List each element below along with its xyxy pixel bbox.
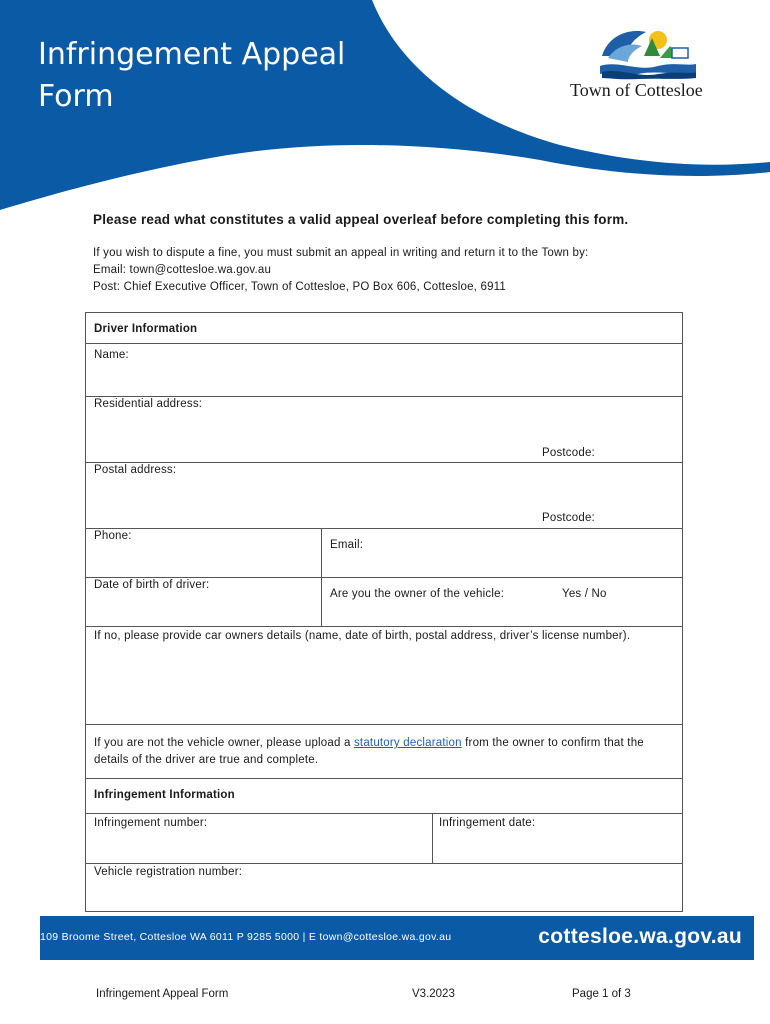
infringement-information-heading: Infringement Information bbox=[94, 789, 235, 801]
footer-website[interactable]: cottesloe.wa.gov.au bbox=[538, 925, 742, 948]
divider bbox=[432, 813, 433, 863]
residential-address-field[interactable]: Residential address: bbox=[94, 398, 203, 410]
footer-banner bbox=[40, 916, 754, 960]
infringement-date-field[interactable]: Infringement date: bbox=[439, 817, 536, 829]
divider bbox=[86, 813, 682, 814]
divider bbox=[321, 528, 322, 626]
intro-instruction: Please read what constitutes a valid appeal overleaf before completing this form. bbox=[93, 212, 629, 227]
divider bbox=[86, 863, 682, 864]
email-field[interactable]: Email: bbox=[330, 539, 364, 551]
statutory-text-after: from the owner to confirm that the details of the driver are true and complete. bbox=[94, 737, 644, 766]
divider bbox=[86, 577, 682, 578]
divider bbox=[86, 343, 682, 344]
document-title: Infringement Appeal Form bbox=[38, 37, 346, 114]
postal-postcode-field[interactable]: Postcode: bbox=[542, 512, 595, 524]
divider bbox=[86, 462, 682, 463]
vehicle-owner-yes-no[interactable]: Yes / No bbox=[562, 588, 607, 600]
intro-post-line: Post: Chief Executive Officer, Town of Cottesloe, PO Box 606, Cottesloe, 6911 bbox=[93, 281, 507, 293]
page-number: Page 1 of 3 bbox=[572, 988, 631, 1000]
phone-field[interactable]: Phone: bbox=[94, 530, 132, 542]
cottesloe-logo-icon bbox=[598, 26, 698, 80]
vehicle-owner-question: Are you the owner of the vehicle: bbox=[330, 588, 505, 600]
footer-contact-details: 109 Broome Street, Cottesloe WA 6011 P 9285 5000 | E town@cottesloe.wa.gov.au bbox=[40, 931, 452, 943]
statutory-declaration-link[interactable]: statutory declaration bbox=[353, 737, 462, 749]
appeal-form-table bbox=[85, 312, 683, 912]
page-footer-version: V3.2023 bbox=[412, 988, 455, 1000]
divider bbox=[86, 626, 682, 627]
intro-email-line: Email: town@cottesloe.wa.gov.au bbox=[93, 264, 272, 276]
statutory-declaration-note bbox=[94, 735, 679, 769]
logo-wordmark: Town of Cottesloe bbox=[570, 80, 703, 100]
residential-postcode-field[interactable]: Postcode: bbox=[542, 447, 595, 459]
owner-details-field[interactable]: If no, please provide car owners details (name, date of birth, postal address, driver’s license number). bbox=[94, 630, 631, 642]
driver-information-heading: Driver Information bbox=[94, 323, 198, 335]
page-footer-doc-name: Infringement Appeal Form bbox=[96, 988, 229, 1000]
intro-line: If you wish to dispute a fine, you must submit an appeal in writing and return it to the Town by: bbox=[93, 247, 589, 259]
divider bbox=[86, 396, 682, 397]
vehicle-registration-field[interactable]: Vehicle registration number: bbox=[94, 866, 243, 878]
divider bbox=[86, 528, 682, 529]
statutory-text-before: If you are not the vehicle owner, please upload a bbox=[94, 737, 354, 749]
divider bbox=[86, 778, 682, 779]
name-field[interactable]: Name: bbox=[94, 349, 129, 361]
divider bbox=[86, 724, 682, 725]
dob-field[interactable]: Date of birth of driver: bbox=[94, 579, 210, 591]
infringement-number-field[interactable]: Infringement number: bbox=[94, 817, 208, 829]
postal-address-field[interactable]: Postal address: bbox=[94, 464, 177, 476]
